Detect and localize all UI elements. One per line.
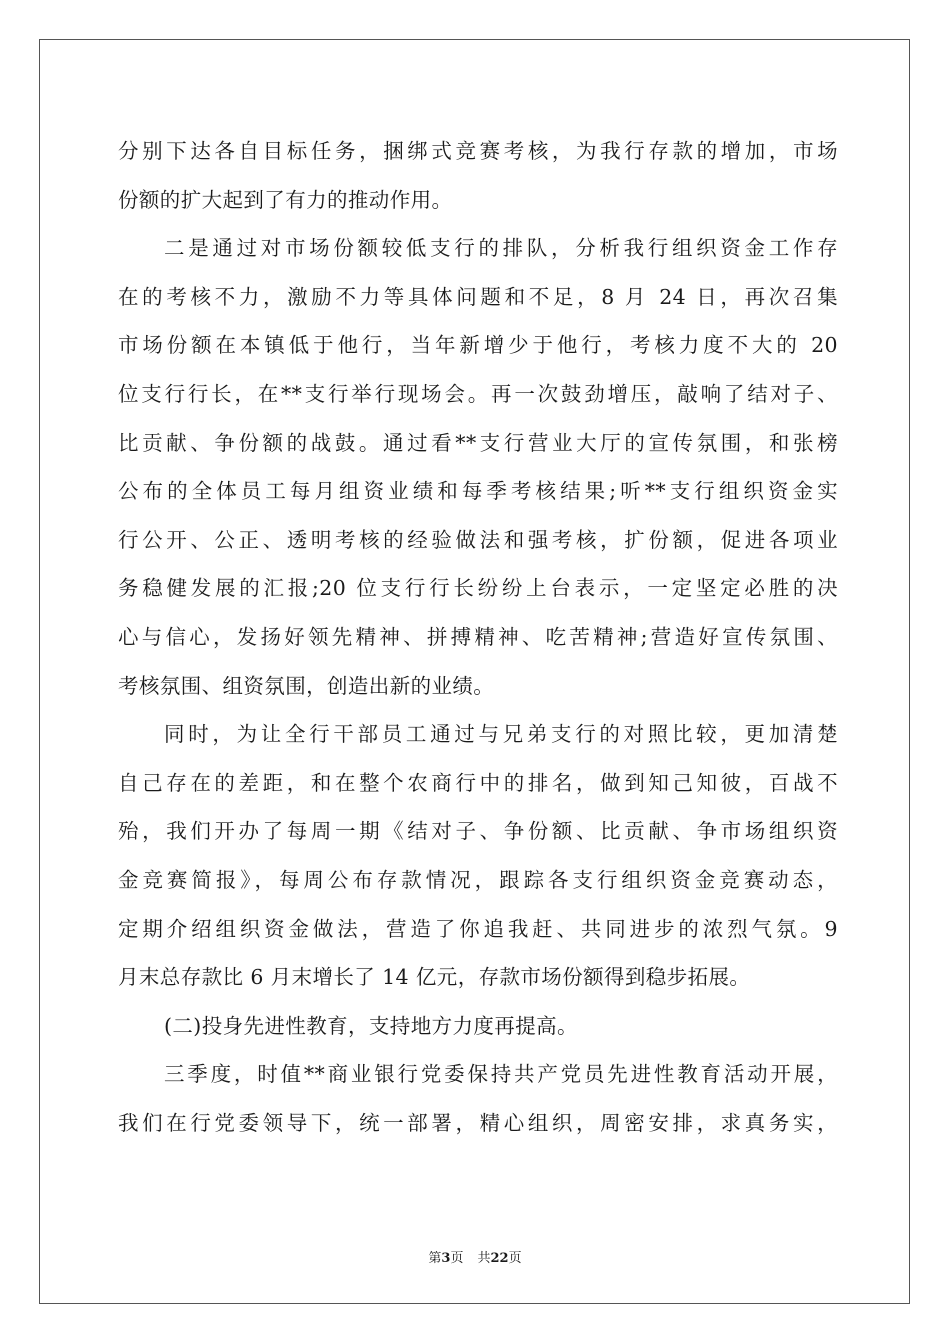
text-line: 行公开、公正、透明考核的经验做法和强考核，扩份额，促进各项业 <box>118 527 838 552</box>
text-line: 务稳健发展的汇报;20 位支行行长纷纷上台表示，一定坚定必胜的决 <box>118 576 838 601</box>
footer-page-suffix: 页 <box>450 1251 464 1266</box>
text-line: 在的考核不力，激励不力等具体问题和不足，8 月 24 日，再次召集 <box>118 284 838 309</box>
footer-page-number: 3 <box>441 1251 451 1266</box>
text-line: 定期介绍组织资金做法，营造了你追我赶、共同进步的浓烈气氛。9 <box>118 916 838 941</box>
text-line: 我们在行党委领导下，统一部署，精心组织，周密安排，求真务实， <box>118 1110 838 1135</box>
document-body <box>118 127 838 1147</box>
text-line: 金竞赛简报》，每周公布存款情况，跟踪各支行组织资金竞赛动态， <box>118 867 838 892</box>
text-line: 心与信心，发扬好领先精神、拼搏精神、吃苦精神;营造好宣传氛围、 <box>118 624 838 649</box>
text-line: 公布的全体员工每月组资业绩和每季考核结果;听**支行组织资金实 <box>118 479 838 504</box>
text-line: 考核氛围、组资氛围，创造出新的业绩。 <box>118 673 495 698</box>
text-line: 位支行行长，在**支行举行现场会。再一次鼓劲增压，敲响了结对子、 <box>118 381 838 406</box>
page-footer <box>0 1247 950 1266</box>
footer-page-prefix: 第 <box>428 1251 442 1266</box>
footer-total-prefix: 共 <box>477 1251 491 1266</box>
footer-total-number: 22 <box>490 1251 509 1266</box>
text-line: 殆，我们开办了每周一期《结对子、争份额、比贡献、争市场组织资 <box>118 819 838 844</box>
footer-total-suffix: 页 <box>508 1251 522 1266</box>
text-line: 分别下达各自目标任务，捆绑式竞赛考核，为我行存款的增加，市场 <box>118 139 838 163</box>
text-line: 月末总存款比 6 月末增长了 14 亿元，存款市场份额得到稳步拓展。 <box>118 965 751 990</box>
text-line: 三季度，时值**商业银行党委保持共产党员先进性教育活动开展， <box>164 1062 838 1087</box>
text-line: 自己存在的差距，和在整个农商行中的排名，做到知己知彼，百战不 <box>118 770 838 795</box>
text-line: 比贡献、争份额的战鼓。通过看**支行营业大厅的宣传氛围，和张榜 <box>118 430 838 455</box>
text-line: 市场份额在本镇低于他行，当年新增少于他行，考核力度不大的 20 <box>118 333 838 358</box>
text-line: 二是通过对市场份额较低支行的排队，分析我行组织资金工作存 <box>164 236 838 261</box>
text-line: 份额的扩大起到了有力的推动作用。 <box>118 187 453 212</box>
text-line: (二)投身先进性教育，支持地方力度再提高。 <box>164 1013 578 1038</box>
text-line: 同时，为让全行干部员工通过与兄弟支行的对照比较，更加清楚 <box>164 722 838 747</box>
